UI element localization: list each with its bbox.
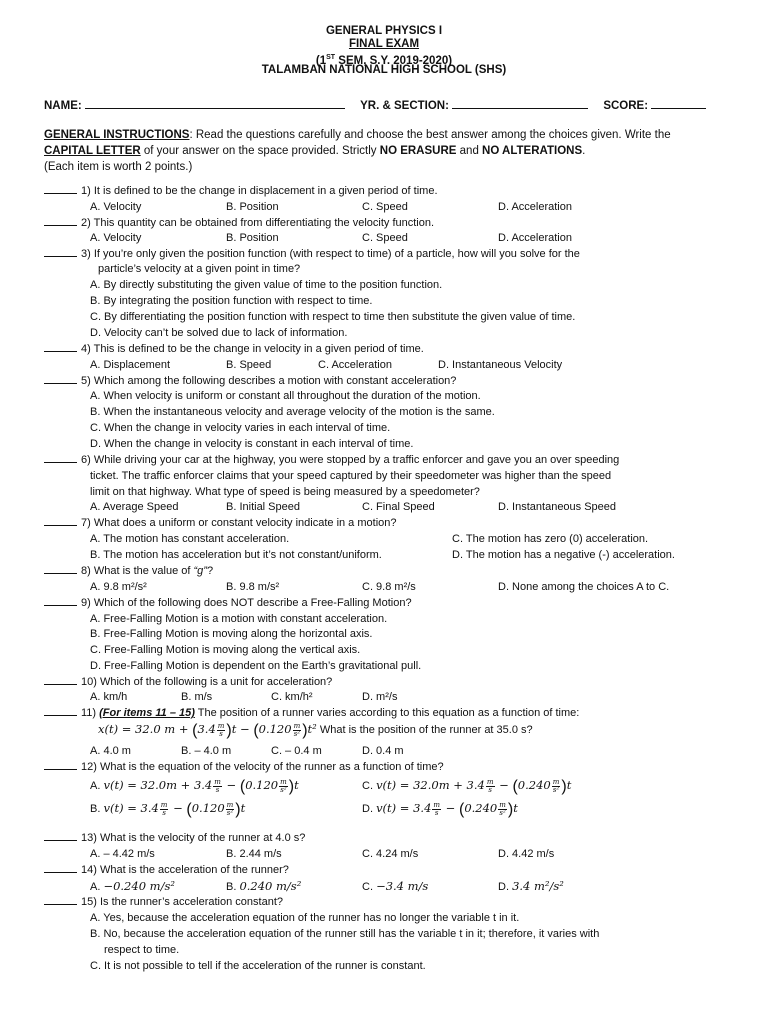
option-d: D. 4.42 m/s: [498, 848, 555, 860]
option-b: B. 9.8 m/s²: [226, 581, 280, 593]
exam-title: FINAL EXAM: [348, 38, 420, 50]
option-b: B. Speed: [226, 359, 272, 371]
option-a: A. 9.8 m²/s²: [90, 581, 147, 593]
school-name: TALAMBAN NATIONAL HIGH SCHOOL (SHS): [261, 64, 507, 76]
subject-title: GENERAL PHYSICS I: [325, 25, 443, 37]
question-6: 6) While driving your car at the highway, you were stopped by a traffic enforcer and gave you an over speeding: [44, 453, 619, 468]
option-a: A. The motion has constant acceleration.: [90, 533, 290, 545]
question-6-cont: limit on that highway. What type of speed is being measured by a speedometer?: [90, 486, 480, 498]
option-c: C. The motion has zero (0) acceleration.: [452, 533, 649, 545]
option-b: B. – 4.0 m: [181, 745, 232, 757]
question-3-cont: particle’s velocity at a given point in time?: [98, 263, 301, 275]
option-b: B. Position: [226, 232, 279, 244]
question-5: 5) Which among the following describes a motion with constant acceleration?: [44, 374, 456, 389]
option-d: D. Acceleration: [498, 201, 572, 213]
option-d: D. 0.4 m: [362, 745, 404, 757]
option-b: B. When the instantaneous velocity and average velocity of the motion is the same.: [90, 406, 495, 418]
option-a: A. By directly substituting the given value of time to the position function.: [90, 279, 443, 291]
option-d: D. None among the choices A to C.: [498, 581, 670, 593]
answer-blank[interactable]: [44, 895, 77, 905]
option-a: A. Velocity: [90, 232, 142, 244]
option-c: C. −3.4 m/s: [362, 879, 429, 893]
option-b: B. 0.240 m/s²: [226, 879, 302, 893]
student-info: [44, 98, 734, 112]
answer-blank[interactable]: [44, 706, 77, 716]
option-d: D. When the change in velocity is constant in each interval of time.: [90, 438, 414, 450]
question-6-cont: ticket. The traffic enforcer claims that your speed captured by their speedometer was higher than the speed: [90, 470, 612, 482]
option-b: B. The motion has acceleration but it’s not constant/uniform.: [90, 549, 382, 561]
answer-blank[interactable]: [44, 342, 77, 352]
option-b: B. Position: [226, 201, 279, 213]
answer-blank[interactable]: [44, 453, 77, 463]
score-label: SCORE:: [603, 100, 649, 112]
option-c: C. By differentiating the position function with respect to time then substitute the given value of time.: [90, 311, 576, 323]
answer-blank[interactable]: [44, 863, 77, 873]
option-d: D. 3.4 m²/s²: [498, 879, 564, 893]
answer-blank[interactable]: [44, 760, 77, 770]
answer-blank[interactable]: [44, 831, 77, 841]
option-b: B. 2.44 m/s: [226, 848, 282, 860]
option-d: D. Velocity can’t be solved due to lack of information.: [90, 327, 348, 339]
score-field[interactable]: [651, 98, 706, 109]
name-label: NAME:: [44, 100, 82, 112]
question-15: 15) Is the runner’s acceleration constant?: [44, 895, 283, 910]
option-a: A. – 4.42 m/s: [90, 848, 155, 860]
answer-blank[interactable]: [44, 675, 77, 685]
question-11: 11) (For items 11 – 15) The position of a runner varies according to this equation as a function of time:: [44, 706, 579, 721]
question-3: 3) If you’re only given the position function (with respect to time) of a particle, how will you solve for the: [44, 247, 580, 262]
position-equation: x(t) = 32.0 m + (3.4 $\frac{m}{s}$ )t − (0.120 $\frac{m}{\text{s²}}$ )t² What is the position of the runner at 35.0 s?: [98, 721, 533, 739]
option-a: A. Displacement: [90, 359, 171, 371]
option-c: C. 4.24 m/s: [362, 848, 419, 860]
option-d: D. Instantaneous Speed: [498, 501, 617, 513]
option-d: D. The motion has a negative (-) acceleration.: [452, 549, 675, 561]
option-a: A. −0.240 m/s²: [90, 879, 175, 893]
option-a: A. When velocity is uniform or constant all throughout the duration of the motion.: [90, 390, 481, 402]
option-b: B. By integrating the position function with respect to time.: [90, 295, 373, 307]
question-8: 8) What is the value of “g”?: [44, 564, 213, 579]
option-d: D. Free-Falling Motion is dependent on the Earth’s gravitational pull.: [90, 660, 422, 672]
option-c: C. When the change in velocity varies in each interval of time.: [90, 422, 391, 434]
option-a: A. Free-Falling Motion is a motion with constant acceleration.: [90, 613, 388, 625]
general-instructions: GENERAL INSTRUCTIONS: Read the questions carefully and choose the best answer among the choices given. Write the CAPITAL LETTER of your answer on the space provided. Strictly NO ERASURE and NO ALTERATIONS. (Each item is worth 2 points.): [44, 129, 671, 173]
option-d: D. v(t) = 3.4 $\frac{m}{s}$ − (0.240 $\frac{m}{\text{s²}}$ )t: [362, 800, 518, 818]
name-field[interactable]: [85, 98, 345, 109]
question-7: 7) What does a uniform or constant velocity indicate in a motion?: [44, 516, 397, 531]
option-c: C. Free-Falling Motion is moving along the vertical axis.: [90, 644, 361, 656]
option-b-cont: respect to time.: [104, 944, 180, 956]
option-a: A. Yes, because the acceleration equation of the runner has no longer the variable t in it.: [90, 912, 520, 924]
semester: (1ST SEM, S.Y. 2019-2020): [315, 54, 453, 67]
option-d: D. Acceleration: [498, 232, 572, 244]
option-c: C. Speed: [362, 201, 408, 213]
option-c: C. – 0.4 m: [271, 745, 322, 757]
answer-blank[interactable]: [44, 184, 77, 194]
question-10: 10) Which of the following is a unit for acceleration?: [44, 675, 332, 690]
option-d: D. m²/s: [362, 691, 398, 703]
option-a: A. 4.0 m: [90, 745, 131, 757]
answer-blank[interactable]: [44, 216, 77, 226]
question-1: 1) It is defined to be the change in displacement in a given period of time.: [44, 184, 438, 199]
option-c: C. v(t) = 32.0m + 3.4 $\frac{m}{s}$ − (0.240 $\frac{m}{\text{s²}}$ )t: [362, 777, 572, 795]
section-label: YR. & SECTION:: [360, 100, 449, 112]
option-a: A. km/h: [90, 691, 128, 703]
option-b: B. No, because the acceleration equation of the runner still has the variable t in it; therefore, it varies with: [90, 928, 600, 940]
option-c: C. km/h²: [271, 691, 313, 703]
option-c: C. It is not possible to tell if the acceleration of the runner is constant.: [90, 960, 426, 972]
question-2: 2) This quantity can be obtained from differentiating the velocity function.: [44, 216, 434, 231]
option-c: C. Final Speed: [362, 501, 435, 513]
question-14: 14) What is the acceleration of the runner?: [44, 863, 289, 878]
option-c: C. Speed: [362, 232, 408, 244]
question-4: 4) This is defined to be the change in velocity in a given period of time.: [44, 342, 424, 357]
option-a: A. Average Speed: [90, 501, 179, 513]
option-c: C. 9.8 m²/s: [362, 581, 416, 593]
answer-blank[interactable]: [44, 374, 77, 384]
answer-blank[interactable]: [44, 516, 77, 526]
option-b: B. m/s: [181, 691, 213, 703]
option-b: B. Initial Speed: [226, 501, 300, 513]
option-c: C. Acceleration: [318, 359, 392, 371]
option-b: B. Free-Falling Motion is moving along the horizontal axis.: [90, 628, 373, 640]
answer-blank[interactable]: [44, 596, 77, 606]
option-d: D. Instantaneous Velocity: [438, 359, 563, 371]
question-12: 12) What is the equation of the velocity of the runner as a function of time?: [44, 760, 444, 775]
option-b: B. v(t) = 3.4 $\frac{m}{s}$ − (0.120 $\frac{m}{\text{s²}}$ )t: [90, 800, 246, 818]
option-a: A. v(t) = 32.0m + 3.4 $\frac{m}{s}$ − (0.120 $\frac{m}{\text{s²}}$ )t: [90, 777, 299, 795]
answer-blank[interactable]: [44, 247, 77, 257]
option-a: A. Velocity: [90, 201, 142, 213]
section-field[interactable]: [452, 98, 588, 109]
answer-blank[interactable]: [44, 564, 77, 574]
question-9: 9) Which of the following does NOT describe a Free-Falling Motion?: [44, 596, 412, 611]
question-13: 13) What is the velocity of the runner at 4.0 s?: [44, 831, 305, 846]
